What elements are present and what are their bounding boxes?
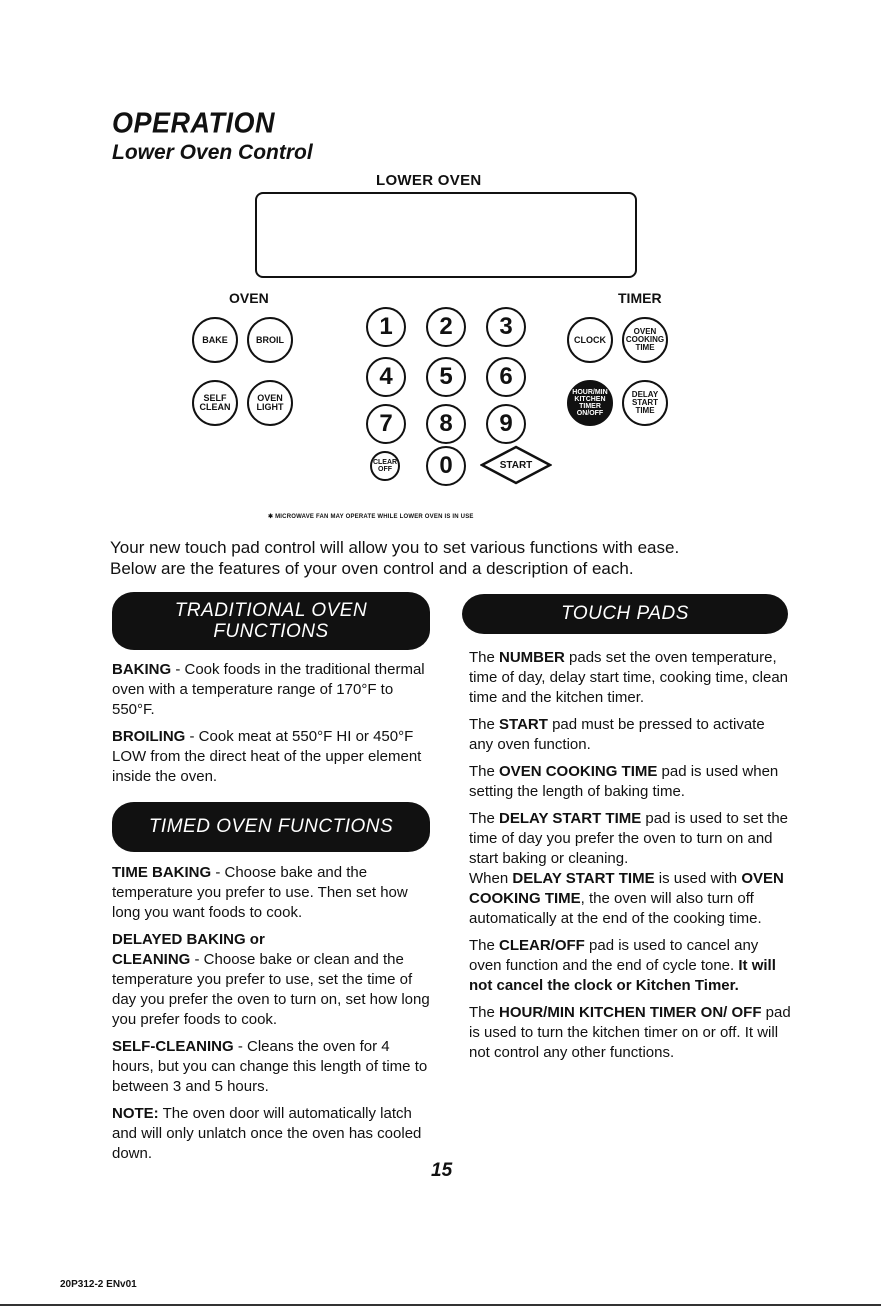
oven-light-line-1: OVEN [257, 393, 283, 403]
number-pads-paragraph [469, 648, 791, 708]
delay-start-paragraph [469, 809, 791, 869]
clear-line-2: OFF [378, 466, 392, 473]
self-clean-line-1: SELF [203, 393, 227, 403]
oven-light-pad-label [257, 394, 284, 412]
p4-term: DELAY START TIME [499, 810, 642, 827]
time-baking-term: TIME BAKING [112, 864, 212, 881]
oct-line-1: OVEN [633, 327, 657, 336]
clear-off-pad-label [373, 459, 397, 473]
clear-off-pad[interactable] [370, 451, 400, 481]
p6-a: The [469, 937, 500, 954]
kt-line-3: TIMER [579, 403, 601, 410]
p4-a: The [469, 810, 500, 827]
oven-light-pad[interactable] [247, 380, 293, 426]
p6-b: pad is used to cancel any oven function and the end of cycle tone. [469, 937, 759, 974]
section-subtitle: Lower Oven Control [112, 141, 313, 164]
dst-line-2: START [631, 398, 659, 407]
p1-b: pads set the oven temperature, time of day, delay start time, cooking time, clean time and the kitchen timer. [469, 649, 789, 706]
p4-b: pad is used to set the time of day you prefer the oven to turn on and start baking or cleaning. [469, 810, 789, 867]
kt-line-2: KITCHEN [574, 396, 606, 403]
intro-line-2: Below are the features of your oven control and a description of each. [110, 559, 634, 578]
start-pad[interactable] [480, 445, 552, 485]
clear-off-paragraph [469, 936, 791, 996]
kitchen-timer-paragraph [469, 1003, 791, 1063]
self-clean-line-2: CLEAN [199, 402, 231, 412]
oct-line-3: TIME [635, 343, 655, 352]
kt-line-4: ON/OFF [576, 410, 604, 417]
number-pad-2[interactable]: 2 [426, 307, 466, 347]
section-title: OPERATION [112, 107, 276, 139]
dst-line-1: DELAY [631, 390, 659, 399]
panel-label: LOWER OVEN [376, 172, 482, 189]
broiling-paragraph [112, 727, 434, 787]
start-pad-label: START [499, 459, 533, 471]
p2-term: START [499, 716, 548, 733]
kitchen-timer-pad-label [572, 389, 607, 417]
note-term: NOTE: [112, 1105, 159, 1122]
note-paragraph [112, 1104, 434, 1164]
oven-cooking-time-pad[interactable] [622, 317, 668, 363]
broiling-term: BROILING [112, 728, 186, 745]
self-clean-pad[interactable] [192, 380, 238, 426]
oven-cooking-time-pad-label [626, 328, 664, 352]
intro-text [110, 537, 790, 579]
dst-line-3: TIME [635, 406, 655, 415]
oct-line-2: COOKING [625, 335, 665, 344]
time-baking-text: - Choose bake and the temperature you prefer to use. Then set how long you want foods to cook. [112, 864, 408, 921]
kitchen-timer-pad[interactable] [567, 380, 613, 426]
start-pad-paragraph [469, 715, 791, 755]
p5-term-1: DELAY START TIME [512, 870, 655, 887]
timed-functions-banner: TIMED OVEN FUNCTIONS [112, 802, 430, 852]
p2-a: The [469, 716, 500, 733]
traditional-functions-text [112, 660, 434, 794]
traditional-functions-banner [112, 592, 430, 650]
baking-term: BAKING [112, 661, 172, 678]
p3-a: The [469, 763, 500, 780]
p7-term: HOUR/MIN KITCHEN TIMER ON/ OFF [499, 1004, 762, 1021]
touch-pads-banner: TOUCH PADS [462, 594, 788, 634]
clock-pad[interactable] [567, 317, 613, 363]
delayed-term-2: CLEANING [112, 951, 191, 968]
number-pad-8[interactable]: 8 [426, 404, 466, 444]
bake-pad[interactable] [192, 317, 238, 363]
broil-pad-label: BROIL [256, 334, 284, 345]
timed-functions-text [112, 863, 434, 1171]
number-pad-1[interactable]: 1 [366, 307, 406, 347]
p3-b: pad is used when setting the length of baking time. [469, 763, 779, 800]
page-number: 15 [431, 1160, 453, 1181]
p1-term: NUMBER [499, 649, 565, 666]
clock-pad-label: CLOCK [574, 334, 606, 345]
broil-pad[interactable] [247, 317, 293, 363]
self-clean-term: SELF-CLEANING [112, 1038, 234, 1055]
bottom-rule [0, 1304, 881, 1306]
self-clean-text: - Cleans the oven for 4 hours, but you can change this length of time to between 3 and 5 hours. [112, 1038, 428, 1095]
touch-pads-text [469, 648, 791, 1070]
p7-b: pad is used to turn the kitchen timer on or off. It will not control any other functions. [469, 1004, 791, 1061]
p6-bold: It will not cancel the clock or Kitchen Timer. [469, 957, 776, 994]
oven-group-label: OVEN [229, 290, 269, 306]
p7-a: The [469, 1004, 500, 1021]
delayed-paragraph [112, 930, 434, 1030]
delayed-term-1: DELAYED BAKING or [112, 931, 265, 948]
delay-with-cooking-paragraph [469, 869, 791, 929]
timer-group-label: TIMER [618, 290, 662, 306]
note-text: The oven door will automatically latch and will only unlatch once the oven has cooled down. [112, 1105, 422, 1162]
broiling-text: - Cook meat at 550°F HI or 450°F LOW from the direct heat of the upper element inside the oven. [112, 728, 422, 785]
time-baking-paragraph [112, 863, 434, 923]
delay-start-time-pad-label [632, 391, 658, 415]
intro-line-1: Your new touch pad control will allow you to set various functions with ease. [110, 538, 680, 557]
delayed-text: - Choose bake or clean and the temperature you prefer to use, set the time of day you prefer the oven to turn on, set how long you prefer foods to cook. [112, 951, 430, 1028]
number-pad-3[interactable]: 3 [486, 307, 526, 347]
number-pad-6[interactable]: 6 [486, 357, 526, 397]
microwave-fan-note: ✱ MICROWAVE FAN MAY OPERATE WHILE LOWER OVEN IS IN USE [268, 514, 474, 520]
p2-b: pad must be pressed to activate any oven function. [469, 716, 765, 753]
number-pad-0[interactable]: 0 [426, 446, 466, 486]
p3-term: OVEN COOKING TIME [499, 763, 658, 780]
p5-c: , the oven will also turn off automatically at the end of the cooking time. [469, 890, 762, 927]
baking-paragraph [112, 660, 434, 720]
control-display [255, 192, 637, 278]
number-pad-5[interactable]: 5 [426, 357, 466, 397]
oven-cooking-time-paragraph [469, 762, 791, 802]
kt-line-1: HOUR/MIN [572, 389, 608, 396]
number-pad-9[interactable]: 9 [486, 404, 526, 444]
p5-b: is used with [654, 870, 742, 887]
p1-a: The [469, 649, 500, 666]
document-code: 20P312-2 ENv01 [60, 1279, 137, 1290]
p6-term: CLEAR/OFF [499, 937, 585, 954]
banner-line-2: FUNCTIONS [213, 621, 329, 642]
bake-pad-label: BAKE [202, 334, 228, 345]
banner-line-1: TRADITIONAL OVEN [174, 600, 368, 621]
p5-term-2: OVEN COOKING TIME [469, 870, 784, 907]
p5-a: When [469, 870, 513, 887]
number-pad-4[interactable]: 4 [366, 357, 406, 397]
clear-line-1: CLEAR [372, 459, 398, 466]
oven-light-line-2: LIGHT [256, 402, 284, 412]
self-clean-pad-label [200, 394, 231, 412]
self-cleaning-paragraph [112, 1037, 434, 1097]
number-pad-7[interactable]: 7 [366, 404, 406, 444]
baking-text: - Cook foods in the traditional thermal oven with a temperature range of 170°F to 550°F. [112, 661, 425, 718]
delay-start-time-pad[interactable] [622, 380, 668, 426]
